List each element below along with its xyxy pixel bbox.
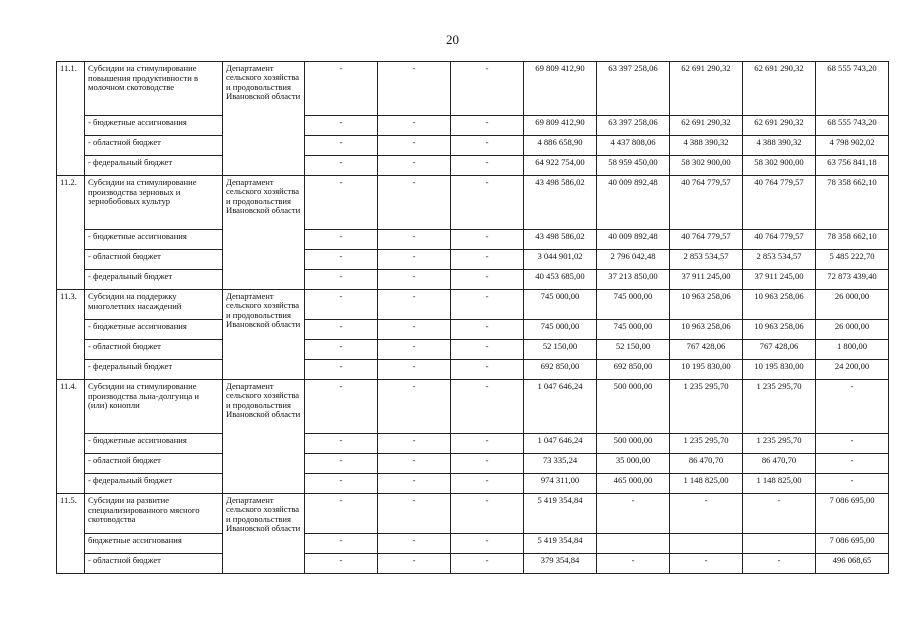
row-index: 11.2. — [57, 176, 85, 290]
code-cell: - — [305, 136, 378, 156]
amount-cell: 62 691 290,32 — [743, 116, 816, 136]
code-cell: - — [378, 474, 451, 494]
table-row — [57, 454, 889, 474]
table-row — [57, 554, 889, 574]
table-row — [57, 116, 889, 136]
amount-cell: 7 086 695,00 — [816, 494, 889, 534]
amount-cell: 4 798 902,02 — [816, 136, 889, 156]
table-row — [57, 156, 889, 176]
amount-cell: 500 000,00 — [597, 380, 670, 434]
code-cell: - — [305, 156, 378, 176]
amount-cell: - — [670, 494, 743, 534]
row-index: 11.5. — [57, 494, 85, 574]
code-cell: - — [451, 454, 524, 474]
executor-cell: Департамент сельского хозяйства и продовольствия Ивановской области — [223, 494, 305, 574]
budget-line-label: - бюджетные ассигнования — [85, 320, 223, 340]
table-body — [57, 62, 889, 574]
budget-line-label: - областной бюджет — [85, 250, 223, 270]
section-header-row — [57, 62, 889, 116]
amount-cell: 2 796 042,48 — [597, 250, 670, 270]
amount-cell: 4 388 390,32 — [670, 136, 743, 156]
code-cell: - — [451, 290, 524, 320]
amount-cell: 64 922 754,00 — [524, 156, 597, 176]
amount-cell: 86 470,70 — [670, 454, 743, 474]
amount-cell: 43 498 586,02 — [524, 230, 597, 250]
code-cell: - — [378, 454, 451, 474]
amount-cell: 58 302 900,00 — [670, 156, 743, 176]
amount-cell: 63 397 258,06 — [597, 62, 670, 116]
budget-line-label: - областной бюджет — [85, 454, 223, 474]
code-cell: - — [378, 434, 451, 454]
amount-cell: 68 555 743,20 — [816, 62, 889, 116]
executor-cell: Департамент сельского хозяйства и продовольствия Ивановской области — [223, 62, 305, 176]
code-cell: - — [305, 320, 378, 340]
amount-cell: 1 235 295,70 — [670, 380, 743, 434]
amount-cell: 496 068,65 — [816, 554, 889, 574]
code-cell: - — [305, 360, 378, 380]
budget-line-label: - бюджетные ассигнования — [85, 230, 223, 250]
amount-cell: 974 311,00 — [524, 474, 597, 494]
budget-line-label: бюджетные ассигнования — [85, 534, 223, 554]
code-cell: - — [305, 230, 378, 250]
amount-cell: 692 850,00 — [597, 360, 670, 380]
amount-cell: - — [816, 380, 889, 434]
amount-cell: 43 498 586,02 — [524, 176, 597, 230]
amount-cell: 63 756 841,18 — [816, 156, 889, 176]
code-cell: - — [305, 290, 378, 320]
code-cell: - — [451, 360, 524, 380]
row-index: 11.4. — [57, 380, 85, 494]
amount-cell: 10 963 258,06 — [670, 290, 743, 320]
code-cell: - — [451, 270, 524, 290]
section-header-row — [57, 380, 889, 434]
budget-line-label: - областной бюджет — [85, 136, 223, 156]
amount-cell: 5 419 354,84 — [524, 534, 597, 554]
table-row — [57, 250, 889, 270]
amount-cell: - — [816, 474, 889, 494]
amount-cell: 68 555 743,20 — [816, 116, 889, 136]
amount-cell: 62 691 290,32 — [670, 116, 743, 136]
amount-cell: 1 148 825,00 — [743, 474, 816, 494]
code-cell: - — [305, 340, 378, 360]
executor-cell: Департамент сельского хозяйства и продовольствия Ивановской области — [223, 380, 305, 494]
amount-cell: 63 397 258,06 — [597, 116, 670, 136]
amount-cell: 62 691 290,32 — [670, 62, 743, 116]
code-cell: - — [451, 320, 524, 340]
row-index: 11.3. — [57, 290, 85, 380]
code-cell: - — [305, 62, 378, 116]
amount-cell: 10 195 830,00 — [743, 360, 816, 380]
amount-cell: 69 809 412,90 — [524, 116, 597, 136]
amount-cell — [670, 534, 743, 554]
code-cell: - — [451, 554, 524, 574]
table-row — [57, 360, 889, 380]
amount-cell — [743, 534, 816, 554]
amount-cell: 1 235 295,70 — [743, 380, 816, 434]
code-cell: - — [451, 534, 524, 554]
amount-cell: 745 000,00 — [597, 320, 670, 340]
code-cell: - — [378, 136, 451, 156]
budget-line-label: - федеральный бюджет — [85, 360, 223, 380]
code-cell: - — [451, 474, 524, 494]
table-row — [57, 340, 889, 360]
amount-cell: 26 000,00 — [816, 290, 889, 320]
budget-line-label: - областной бюджет — [85, 554, 223, 574]
amount-cell: 10 963 258,06 — [743, 290, 816, 320]
section-header-row — [57, 176, 889, 230]
amount-cell: 1 047 646,24 — [524, 434, 597, 454]
amount-cell: 1 800,00 — [816, 340, 889, 360]
code-cell: - — [451, 380, 524, 434]
code-cell: - — [378, 340, 451, 360]
amount-cell: 4 437 808,06 — [597, 136, 670, 156]
measure-title: Субсидии на стимулирование производства зерновых и зернобобовых культур — [85, 176, 223, 230]
code-cell: - — [378, 156, 451, 176]
amount-cell: 2 853 534,57 — [670, 250, 743, 270]
amount-cell: 767 428,06 — [743, 340, 816, 360]
budget-line-label: - областной бюджет — [85, 340, 223, 360]
code-cell: - — [378, 62, 451, 116]
amount-cell: 58 959 450,00 — [597, 156, 670, 176]
amount-cell: 62 691 290,32 — [743, 62, 816, 116]
budget-table — [56, 61, 889, 574]
code-cell: - — [451, 136, 524, 156]
amount-cell: 40 764 779,57 — [670, 230, 743, 250]
amount-cell: 692 850,00 — [524, 360, 597, 380]
code-cell: - — [378, 176, 451, 230]
amount-cell — [597, 534, 670, 554]
section-header-row — [57, 494, 889, 534]
code-cell: - — [305, 176, 378, 230]
code-cell: - — [378, 290, 451, 320]
table-row — [57, 474, 889, 494]
measure-title: Субсидии на стимулирование производства льна-долгунца и (или) конопли — [85, 380, 223, 434]
amount-cell: 3 044 901,02 — [524, 250, 597, 270]
table-row — [57, 136, 889, 156]
code-cell: - — [305, 454, 378, 474]
code-cell: - — [305, 270, 378, 290]
section-header-row — [57, 290, 889, 320]
amount-cell: 1 235 295,70 — [743, 434, 816, 454]
executor-cell: Департамент сельского хозяйства и продовольствия Ивановской области — [223, 290, 305, 380]
amount-cell: 500 000,00 — [597, 434, 670, 454]
amount-cell: - — [743, 494, 816, 534]
amount-cell: - — [816, 434, 889, 454]
code-cell: - — [378, 554, 451, 574]
code-cell: - — [451, 176, 524, 230]
amount-cell: 2 853 534,57 — [743, 250, 816, 270]
code-cell: - — [378, 380, 451, 434]
code-cell: - — [305, 380, 378, 434]
table-row — [57, 534, 889, 554]
code-cell: - — [378, 494, 451, 534]
code-cell: - — [305, 116, 378, 136]
code-cell: - — [451, 250, 524, 270]
code-cell: - — [378, 534, 451, 554]
amount-cell: - — [597, 554, 670, 574]
budget-line-label: - федеральный бюджет — [85, 474, 223, 494]
amount-cell: 24 200,00 — [816, 360, 889, 380]
amount-cell: 52 150,00 — [597, 340, 670, 360]
code-cell: - — [305, 554, 378, 574]
amount-cell: 4 886 658,90 — [524, 136, 597, 156]
amount-cell: 40 009 892,48 — [597, 176, 670, 230]
amount-cell: 4 388 390,32 — [743, 136, 816, 156]
code-cell: - — [378, 250, 451, 270]
table-row — [57, 270, 889, 290]
code-cell: - — [305, 434, 378, 454]
amount-cell: - — [743, 554, 816, 574]
table-row — [57, 230, 889, 250]
budget-line-label: - бюджетные ассигнования — [85, 116, 223, 136]
amount-cell: 72 873 439,40 — [816, 270, 889, 290]
code-cell: - — [305, 250, 378, 270]
measure-title: Субсидии на развитие специализированного мясного скотоводства — [85, 494, 223, 534]
table-row — [57, 320, 889, 340]
code-cell: - — [451, 62, 524, 116]
budget-line-label: - федеральный бюджет — [85, 156, 223, 176]
amount-cell: 40 764 779,57 — [743, 230, 816, 250]
amount-cell: 1 235 295,70 — [670, 434, 743, 454]
amount-cell: 10 963 258,06 — [670, 320, 743, 340]
code-cell: - — [378, 360, 451, 380]
amount-cell: 26 000,00 — [816, 320, 889, 340]
code-cell: - — [451, 494, 524, 534]
amount-cell: 5 485 222,70 — [816, 250, 889, 270]
amount-cell: 745 000,00 — [524, 320, 597, 340]
amount-cell: 40 009 892,48 — [597, 230, 670, 250]
code-cell: - — [305, 534, 378, 554]
code-cell: - — [378, 230, 451, 250]
amount-cell: 37 213 850,00 — [597, 270, 670, 290]
code-cell: - — [305, 494, 378, 534]
budget-line-label: - бюджетные ассигнования — [85, 434, 223, 454]
amount-cell: 73 335,24 — [524, 454, 597, 474]
row-index: 11.1. — [57, 62, 85, 176]
amount-cell: - — [597, 494, 670, 534]
amount-cell: 58 302 900,00 — [743, 156, 816, 176]
amount-cell: 69 809 412,90 — [524, 62, 597, 116]
amount-cell: 1 047 646,24 — [524, 380, 597, 434]
code-cell: - — [451, 230, 524, 250]
amount-cell: 767 428,06 — [670, 340, 743, 360]
measure-title: Субсидии на поддержку многолетних насаждений — [85, 290, 223, 320]
code-cell: - — [451, 340, 524, 360]
code-cell: - — [378, 116, 451, 136]
amount-cell: 86 470,70 — [743, 454, 816, 474]
amount-cell: 1 148 825,00 — [670, 474, 743, 494]
code-cell: - — [451, 434, 524, 454]
amount-cell: 52 150,00 — [524, 340, 597, 360]
amount-cell: 5 419 354,84 — [524, 494, 597, 534]
amount-cell: 745 000,00 — [597, 290, 670, 320]
amount-cell: 10 963 258,06 — [743, 320, 816, 340]
code-cell: - — [305, 474, 378, 494]
amount-cell: 745 000,00 — [524, 290, 597, 320]
executor-cell: Департамент сельского хозяйства и продовольствия Ивановской области — [223, 176, 305, 290]
budget-line-label: - федеральный бюджет — [85, 270, 223, 290]
amount-cell: - — [670, 554, 743, 574]
measure-title: Субсидии на стимулирование повышения продуктивности в молочном скотоводстве — [85, 62, 223, 116]
code-cell: - — [451, 116, 524, 136]
code-cell: - — [451, 156, 524, 176]
code-cell: - — [378, 270, 451, 290]
amount-cell: 37 911 245,00 — [743, 270, 816, 290]
amount-cell: - — [816, 454, 889, 474]
amount-cell: 78 358 662,10 — [816, 230, 889, 250]
amount-cell: 37 911 245,00 — [670, 270, 743, 290]
table-row — [57, 434, 889, 454]
amount-cell: 40 453 685,00 — [524, 270, 597, 290]
amount-cell: 35 000,00 — [597, 454, 670, 474]
amount-cell: 7 086 695,00 — [816, 534, 889, 554]
amount-cell: 10 195 830,00 — [670, 360, 743, 380]
amount-cell: 465 000,00 — [597, 474, 670, 494]
page-number: 20 — [446, 32, 459, 47]
code-cell: - — [378, 320, 451, 340]
amount-cell: 379 354,84 — [524, 554, 597, 574]
amount-cell: 40 764 779,57 — [743, 176, 816, 230]
amount-cell: 40 764 779,57 — [670, 176, 743, 230]
amount-cell: 78 358 662,10 — [816, 176, 889, 230]
